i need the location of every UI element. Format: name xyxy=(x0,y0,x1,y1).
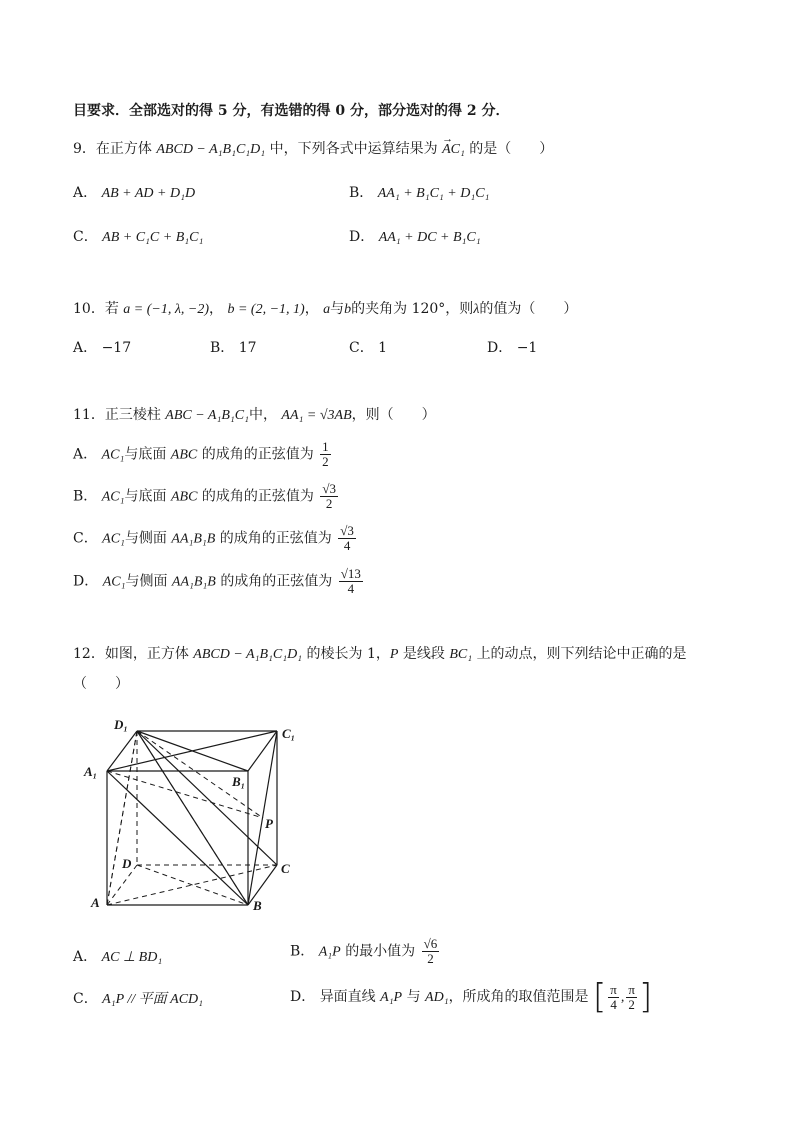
label-b1: B₁ xyxy=(232,774,246,789)
label-p: P xyxy=(265,816,273,831)
vector-expression: AA₁ + B₁C₁ + D₁C₁ xyxy=(377,186,490,201)
segment-d1c xyxy=(137,731,277,865)
fraction: $\frac{\pi}{2}$ xyxy=(628,981,635,1012)
segment-ad1 xyxy=(107,731,137,905)
left-bracket: [ xyxy=(593,977,607,1017)
option-b[interactable]: B． 17 xyxy=(210,340,257,356)
cube-name: ABCD − A₁B₁C₁D₁ xyxy=(156,142,266,157)
cube-figure xyxy=(80,712,320,922)
vector-expression: → AC₁ xyxy=(442,133,465,157)
vector-expression: AB + AD + D₁D xyxy=(101,186,196,201)
option-a[interactable]: A． AC ⊥ BD₁ xyxy=(73,949,163,965)
segment-d1b-hidden xyxy=(137,731,248,905)
segment-db xyxy=(137,865,248,905)
fraction: $\frac{1}{2}$ xyxy=(322,439,329,469)
option-b[interactable]: B． AC₁与底面 ABC 的成角的正弦值为 $\frac{√3}{2}$ xyxy=(73,481,336,511)
question-9-stem: 9．在正方体 ABCD − A₁B₁C₁D₁ 中，下列各式中运算结果为 → AC₁ 的是（ ） xyxy=(73,133,554,157)
question-number: 11． xyxy=(73,407,105,423)
fraction: $\frac{√3}{2}$ xyxy=(322,481,336,511)
question-10-stem: 10．若 a = (−1, λ, −2)， b = (2, −1, 1)， a与b的夹角为 120°，则λ的值为（ ） xyxy=(73,301,578,317)
option-c[interactable]: C． 1 xyxy=(349,340,388,356)
edge-da xyxy=(107,865,137,905)
option-c[interactable]: C． AC₁与侧面 AA₁B₁B 的成角的正弦值为 $\frac{√3}{4}$ xyxy=(73,523,354,553)
instruction-text: 目要求．全部选对的得 5 分，有选错的得 0 分，部分选对的得 2 分． xyxy=(73,103,510,119)
fraction: $\frac{√3}{4}$ xyxy=(340,523,354,553)
segment-d1a xyxy=(107,731,137,905)
option-a[interactable]: A． −17 xyxy=(73,340,132,356)
question-number: 12． xyxy=(73,646,105,662)
vector-b-def: b = (2, −1, 1) xyxy=(227,302,305,317)
vector-expression: AB + C₁C + B₁C₁ xyxy=(102,230,204,245)
label-a: A xyxy=(91,895,100,910)
label-a1: A₁ xyxy=(84,764,98,779)
right-bracket: ] xyxy=(638,977,653,1017)
answer-parentheses: （ ） xyxy=(73,676,129,692)
label-d1: D₁ xyxy=(114,717,128,732)
option-d[interactable]: D． AA₁ + DC + B₁C₁ xyxy=(349,229,481,245)
option-a[interactable]: A． AB + AD + D₁D xyxy=(73,185,196,201)
option-d[interactable]: D． AC₁与侧面 AA₁B₁B 的成角的正弦值为 $\frac{√13}{4}$ xyxy=(73,566,361,596)
question-11-stem: 11．正三棱柱 ABC − A₁B₁C₁中， AA₁ = √3AB，则（ ） xyxy=(73,407,436,423)
option-b[interactable]: B． AA₁ + B₁C₁ + D₁C₁ xyxy=(349,185,490,201)
label-c: C xyxy=(281,861,290,876)
option-c[interactable]: C． AB + C₁C + B₁C₁ xyxy=(73,229,204,245)
vector-a-def: a = (−1, λ, −2) xyxy=(123,302,210,317)
fraction: $\frac{√6}{2}$ xyxy=(423,936,438,966)
segment-a1b xyxy=(107,771,248,905)
fraction: $\frac{\pi}{4}$ xyxy=(610,981,617,1012)
option-b[interactable]: B． A₁P 的最小值为 $\frac{√6}{2}$ xyxy=(290,936,438,966)
label-c1: C₁ xyxy=(282,726,296,741)
label-b: B xyxy=(253,898,262,913)
vector-expression: AA₁ + DC + B₁C₁ xyxy=(378,230,481,245)
option-d[interactable]: D． −1 xyxy=(487,340,538,356)
question-12-stem: 12．如图，正方体 ABCD − A₁B₁C₁D₁ 的棱长为 1，P 是线段 BC₁ 上的动点，则下列结论中正确的是 xyxy=(73,646,687,662)
option-c[interactable]: C． A₁P // 平面 ACD₁ xyxy=(73,991,204,1007)
option-d[interactable]: D． 异面直线 A₁P 与 AD₁，所成角的取值范围是 [ $\frac{\pi}{4}$ , $\frac{\pi}{2}$ ] xyxy=(290,977,653,1017)
fraction: $\frac{√13}{4}$ xyxy=(340,566,361,596)
option-a[interactable]: A． AC₁与底面 ABC 的成角的正弦值为 $\frac{1}{2}$ xyxy=(73,439,329,469)
label-d: D xyxy=(122,856,132,871)
question-number: 9． xyxy=(73,141,96,157)
question-number: 10． xyxy=(73,301,105,317)
